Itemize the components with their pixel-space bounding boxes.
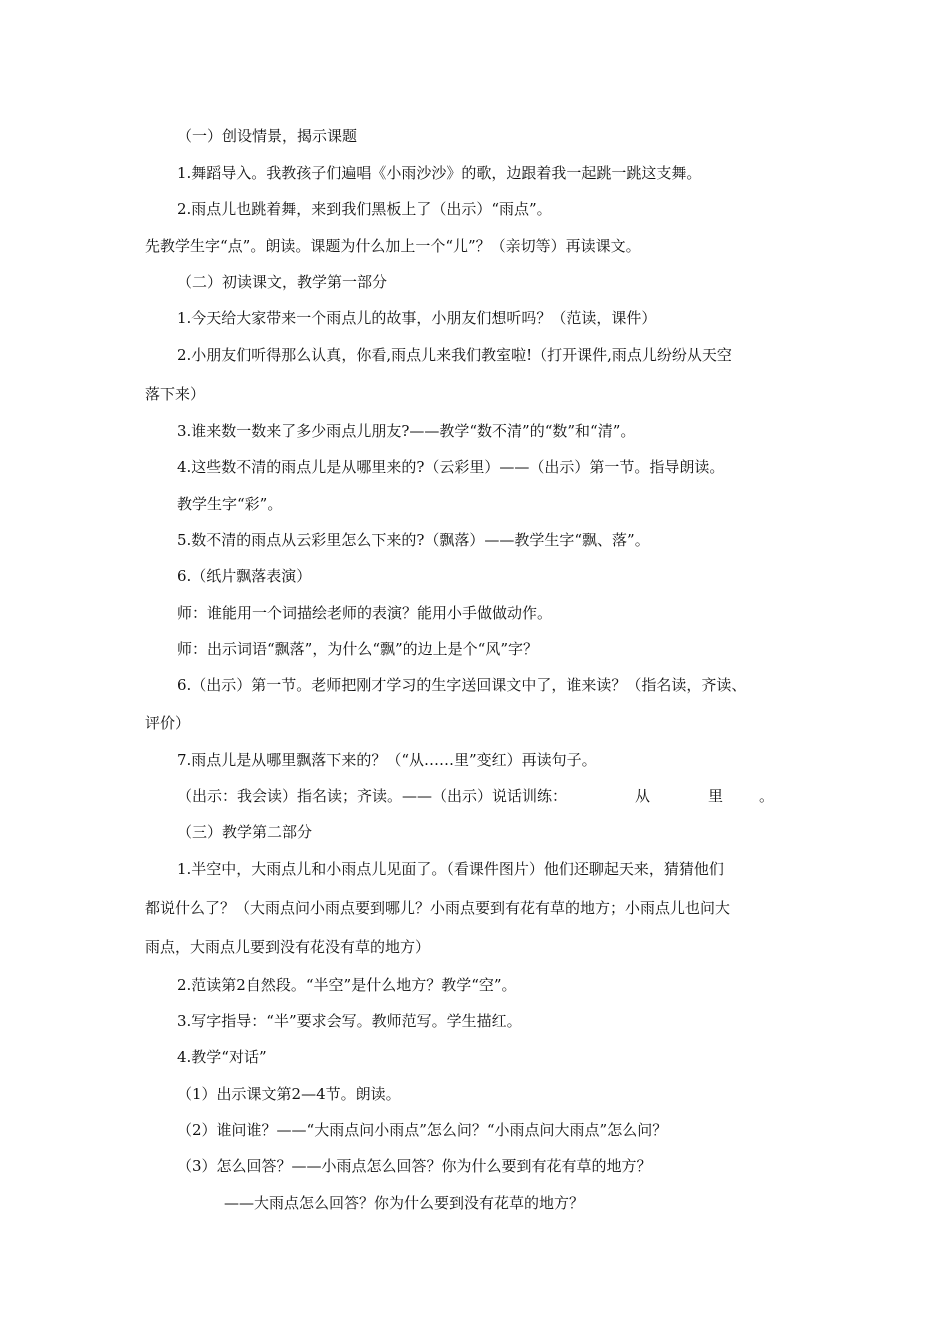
paragraph: 3.谁来数一数来了多少雨点儿朋友?——教学“数不清”的“数”和“清”。 bbox=[177, 422, 636, 440]
paragraph-continuation: 都说什么了？（大雨点问小雨点要到哪儿？小雨点要到有花有草的地方；小雨点儿也问大 bbox=[145, 899, 731, 917]
paragraph-text: （出示：我会读）指名读；齐读。——（出示）说话训练： bbox=[177, 787, 568, 805]
paragraph: 师：谁能用一个词描绘老师的表演？能用小手做做动作。 bbox=[177, 604, 553, 622]
paragraph-continuation: 雨点，大雨点儿要到没有花没有草的地方） bbox=[145, 938, 431, 956]
paragraph: 师：出示词语“飘落”，为什么“飘”的边上是个“风”字？ bbox=[177, 640, 539, 658]
paragraph: 5.数不清的雨点从云彩里怎么下来的?（飘落）——教学生字“飘、落”。 bbox=[177, 531, 650, 549]
paragraph: 2.范读第2自然段。“半空”是什么地方？教学“空”。 bbox=[177, 976, 517, 994]
list-item-continuation: ——大雨点怎么回答？你为什么要到没有花草的地方？ bbox=[224, 1194, 585, 1212]
paragraph: 7.雨点儿是从哪里飘落下来的？（“从……里”变红）再读句子。 bbox=[177, 751, 597, 769]
paragraph: 2.小朋友们听得那么认真，你看,雨点儿来我们教室啦!（打开课件,雨点儿纷纷从天空 bbox=[177, 346, 732, 364]
paragraph: 1.舞蹈导入。我教孩子们遍唱《小雨沙沙》的歌，边跟着我一起跳一跳这支舞。 bbox=[177, 164, 702, 182]
paragraph: 1.今天给大家带来一个雨点儿的故事，小朋友们想听吗？（范读，课件） bbox=[177, 309, 657, 327]
list-item: （2）谁问谁？——“大雨点问小雨点”怎么问？“小雨点问大雨点”怎么问？ bbox=[177, 1121, 668, 1139]
speaking-practice-line bbox=[177, 786, 774, 806]
list-item: （3）怎么回答？——小雨点怎么回答？你为什么要到有花有草的地方？ bbox=[177, 1157, 652, 1175]
section-heading-1: （一）创设情景，揭示课题 bbox=[177, 127, 358, 145]
paragraph: 6.（纸片飘落表演） bbox=[177, 567, 312, 585]
paragraph: 6.（出示）第一节。老师把刚才学习的生字送回课文中了，谁来读？（指名读，齐读、 bbox=[177, 676, 747, 694]
blank-word-inside: 里 bbox=[708, 787, 724, 805]
blank-period: 。 bbox=[759, 787, 775, 805]
paragraph: 2.雨点儿也跳着舞，来到我们黑板上了（出示）“雨点”。 bbox=[177, 200, 552, 218]
list-item: （1）出示课文第2—4节。朗读。 bbox=[177, 1085, 401, 1103]
paragraph: 1.半空中，大雨点儿和小雨点儿见面了。（看课件图片）他们还聊起天来，猜猜他们 bbox=[177, 860, 724, 878]
paragraph-continuation: 评价） bbox=[145, 714, 191, 732]
paragraph: 教学生字“彩”。 bbox=[177, 495, 283, 513]
blank-word-from: 从 bbox=[635, 787, 651, 805]
section-heading-2: （二）初读课文，教学第一部分 bbox=[177, 273, 388, 291]
paragraph: 4.教学“对话” bbox=[177, 1048, 267, 1066]
paragraph: 3.写字指导：“半”要求会写。教师范写。学生描红。 bbox=[177, 1012, 522, 1030]
paragraph: 先教学生字“点”。朗读。课题为什么加上一个“儿”？（亲切等）再读课文。 bbox=[145, 237, 641, 255]
section-heading-3: （三）教学第二部分 bbox=[177, 823, 313, 841]
paragraph-continuation: 落下来） bbox=[145, 385, 206, 403]
paragraph: 4.这些数不清的雨点儿是从哪里来的?（云彩里）——（出示）第一节。指导朗读。 bbox=[177, 458, 725, 476]
